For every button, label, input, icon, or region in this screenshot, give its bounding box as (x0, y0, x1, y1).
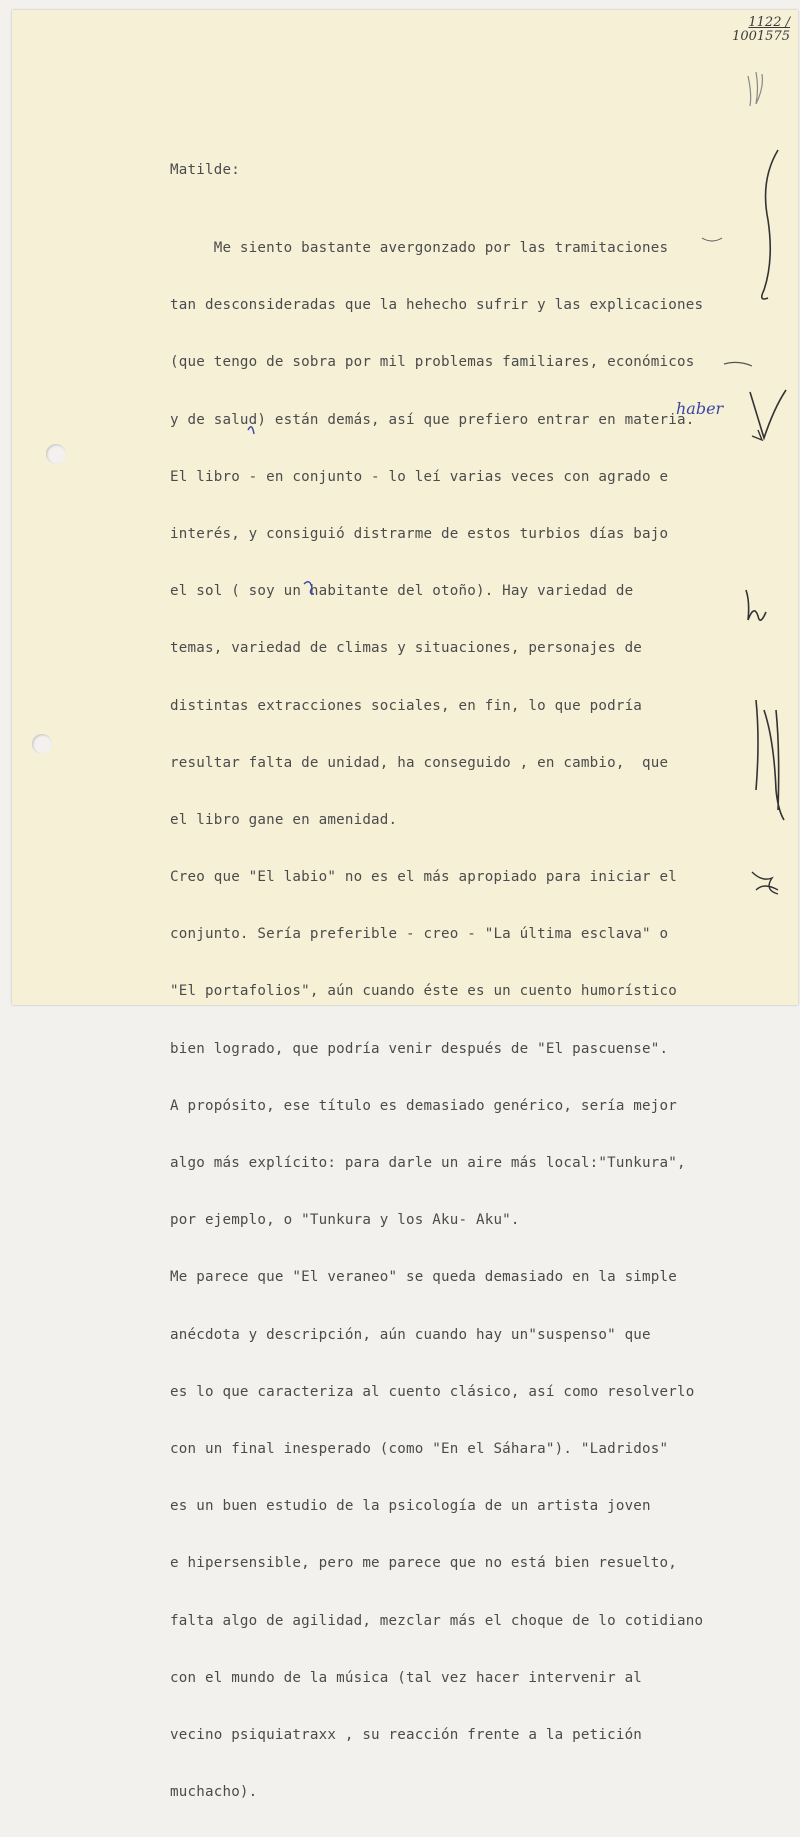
body-line: con un final inesperado (como "En el Sáhara"). "Ladridos" (170, 1440, 669, 1457)
body-line: Me siento bastante avergonzado por las tramitaciones (170, 240, 669, 256)
margin-squiggle-mark (746, 590, 766, 620)
body-line: algo más explícito: para darle un aire más local:"Tunkura", (170, 1155, 686, 1171)
body-line: con el mundo de la música (tal vez hacer intervenir al (170, 1669, 643, 1686)
body-line: interés, y consiguió distrarme de estos turbios días bajo (170, 525, 669, 542)
body-line: por ejemplo, o "Tunkura y los Aku- Aku". (170, 1212, 520, 1229)
body-line: El libro - en conjunto - lo leí varias veces con agrado e (170, 468, 669, 485)
body-line: tan desconsideradas que la hehecho sufrir y las explicaciones (170, 297, 704, 314)
body-line: vecino psiquiatraxx , su reacción frente a la petición (170, 1726, 643, 1743)
margin-bracket-mark (762, 150, 778, 299)
letter-page (12, 10, 798, 1801)
archive-number-line: 1122 / (748, 15, 790, 30)
body-line: A propósito, ese título es demasiado genérico, sería mejor (170, 1097, 678, 1114)
punch-hole (46, 444, 66, 464)
body-line: Me parece que "El veraneo" se queda demasiado en la simple (170, 1269, 678, 1286)
handwritten-annotation: haber (676, 399, 724, 418)
underline-mark (702, 238, 722, 241)
body-line: anécdota y descripción, aún cuando hay un"suspenso" que (170, 1326, 651, 1343)
margin-bracket-mark (756, 700, 784, 820)
letter-body (170, 204, 703, 1837)
body-line: falta algo de agilidad, mezclar más el choque de lo cotidiano (170, 1612, 704, 1629)
punch-hole (32, 734, 52, 754)
margin-squiggle-mark (752, 872, 778, 894)
margin-arrow-mark (752, 430, 762, 440)
body-line: y de salud) están demás, así que prefiero entrar en materia. (170, 411, 695, 428)
margin-tick-mark (724, 362, 752, 366)
body-line: es lo que caracteriza al cuento clásico, así como resolverlo (170, 1383, 695, 1400)
body-line: (que tengo de sobra por mil problemas familiares, económicos (170, 354, 695, 371)
body-line: el sol ( soy un habitante del otoño). Hay variedad de (170, 583, 634, 600)
body-line: muchacho). (170, 1784, 258, 1801)
body-line: temas, variedad de climas y situaciones, personajes de (170, 640, 643, 657)
archive-number-line: 1001575 (732, 29, 790, 44)
archive-scribble-mark (748, 72, 762, 106)
body-line: e hipersensible, pero me parece que no está bien resuelto, (170, 1555, 678, 1572)
archive-number (732, 16, 790, 44)
body-line: "El portafolios", aún cuando éste es un cuento humorístico (170, 983, 678, 1000)
body-line: el libro gane en amenidad. (170, 811, 398, 828)
body-line: bien logrado, que podría venir después de "El pascuense". (170, 1040, 669, 1057)
letter-greeting: Matilde: (170, 162, 240, 178)
body-line: distintas extracciones sociales, en fin, lo que podría (170, 697, 643, 714)
body-line: es un buen estudio de la psicología de un artista joven (170, 1498, 651, 1515)
body-line: conjunto. Sería preferible - creo - "La última esclava" o (170, 926, 669, 943)
body-line: Creo que "El labio" no es el más apropiado para iniciar el (170, 869, 678, 886)
body-line: resultar falta de unidad, ha conseguido , en cambio, que (170, 754, 669, 771)
margin-check-mark (750, 390, 786, 438)
